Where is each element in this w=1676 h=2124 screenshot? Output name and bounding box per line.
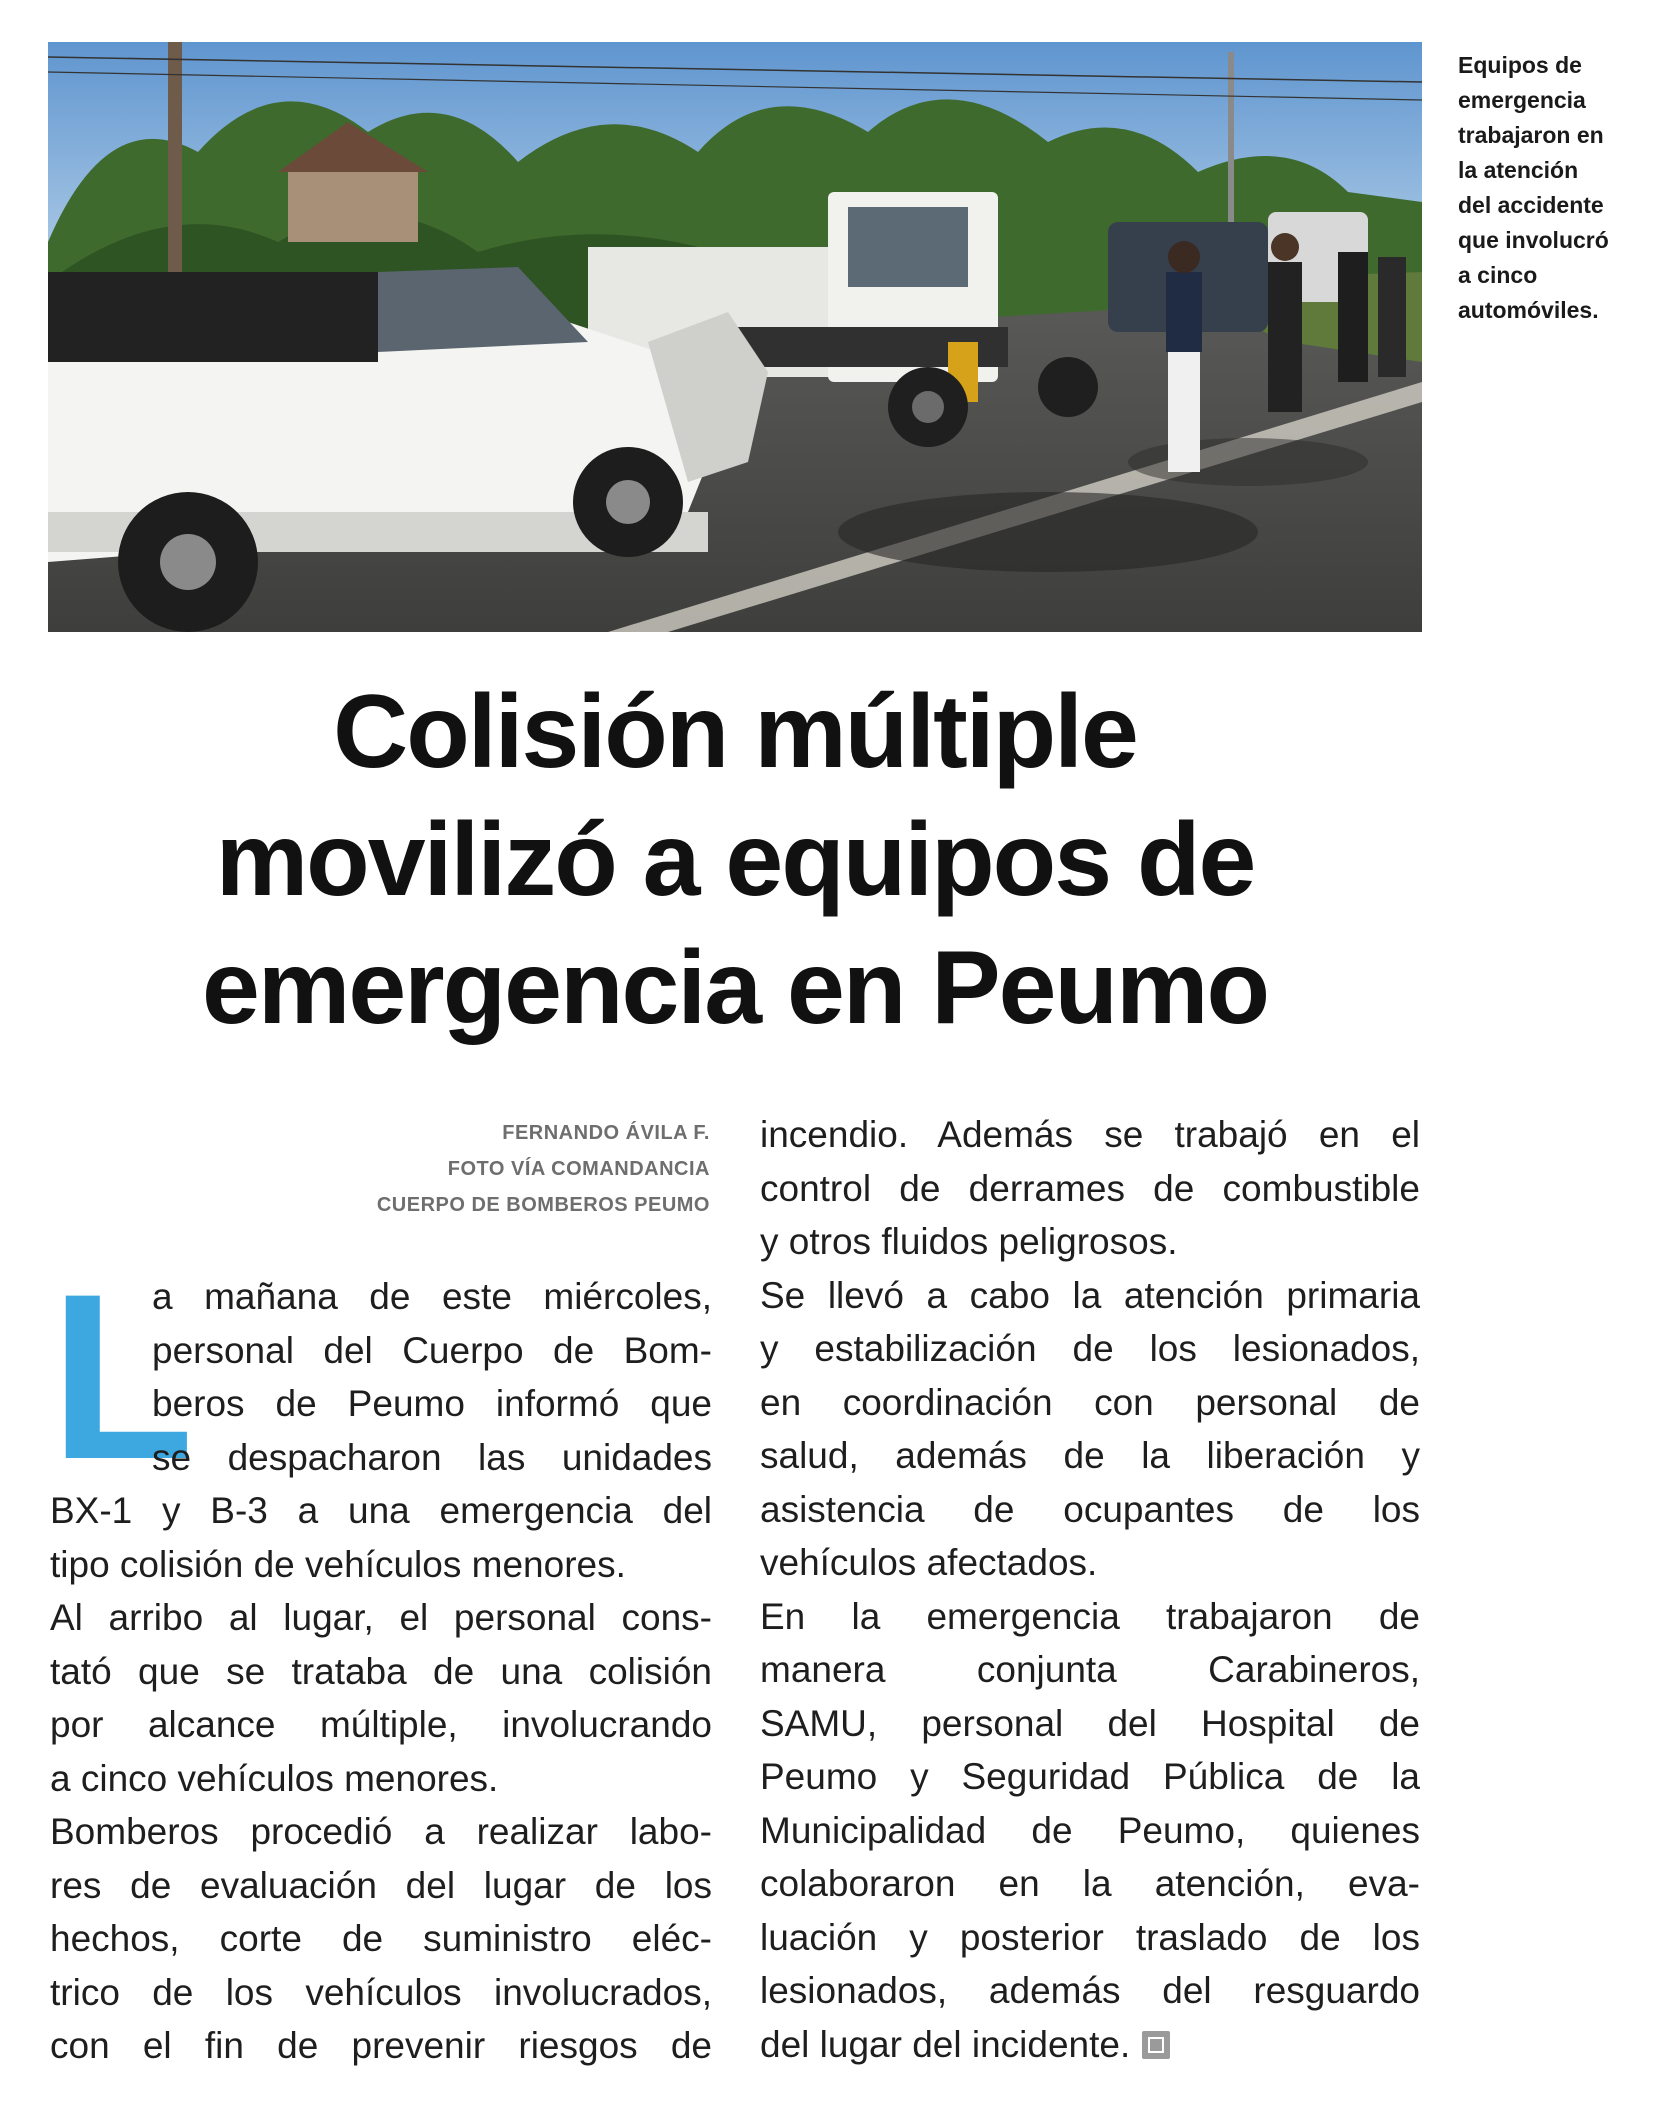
body-line: tató que se trataba de una colisión [50,1650,712,1692]
body-line: En la emergencia trabajaron de [760,1595,1420,1637]
body-line: asistencia de ocupantes de los [760,1488,1420,1530]
drop-cap: L [50,1245,195,1509]
body-line: SAMU, personal del Hospital de [760,1702,1420,1744]
body-line: vehículos afectados. [760,1542,1098,1583]
caption-line: trabajaron en [1458,122,1604,148]
body-line: BX-1 y B-3 a una emergencia del [50,1490,712,1531]
byline-photo-credit: CUERPO DE BOMBEROS PEUMO [376,1194,710,1216]
body-line: beros de Peumo informó que [152,1383,712,1424]
photo-caption [1458,48,1658,328]
caption-line: que involucró [1458,227,1609,253]
caption-line: del accidente [1458,192,1604,218]
body-line: a cinco vehículos menores. [50,1757,499,1799]
body-line: Bomberos procedió a realizar labo- [50,1811,712,1852]
body-line: manera conjunta Carabineros, [760,1649,1420,1690]
article-body-left-column [50,1245,712,2073]
article-body-right-column [760,1108,1420,2071]
end-of-article-icon [1142,2031,1170,2059]
article-photo [48,42,1422,632]
body-line-final [760,2018,1420,2072]
body-line: res de evaluación del lugar de los [50,1864,712,1906]
body-line: con el fin de prevenir riesgos de [50,2025,712,2066]
caption-line: la atención [1458,157,1579,183]
body-line: hechos, corte de suministro eléc- [50,1918,712,1959]
caption-line: automóviles. [1458,297,1599,323]
headline-line: movilizó a equipos de [215,802,1255,918]
body-line: y otros fluidos peligrosos. [760,1221,1178,1262]
body-line: a mañana de este miércoles, [152,1276,712,1317]
body-line: control de derrames de combustible [760,1167,1420,1209]
body-line: Se llevó a cabo la atención primaria [760,1274,1420,1316]
body-line: Al arribo al lugar, el personal cons- [50,1597,712,1638]
body-line: personal del Cuerpo de Bom- [152,1329,712,1371]
headline-line: emergencia en Peumo [202,930,1268,1046]
body-line: y estabilización de los lesionados, [760,1328,1420,1369]
body-line: se despacharon las unidades [152,1436,712,1478]
article-byline [48,1115,710,1223]
body-line: Peumo y Seguridad Pública de la [760,1756,1420,1797]
body-line: luación y posterior traslado de los [760,1916,1420,1958]
body-line: lesionados, además del resguardo [760,1970,1420,2011]
article-headline [48,668,1422,1052]
byline-author: FERNANDO ÁVILA F. [502,1122,710,1144]
body-line: salud, además de la liberación y [760,1435,1420,1476]
body-line: tipo colisión de vehículos menores. [50,1543,626,1585]
body-line: en coordinación con personal de [760,1381,1420,1423]
body-line: incendio. Además se trabajó en el [760,1114,1420,1155]
body-line-final-text: del lugar del incidente. [760,2023,1131,2065]
body-line: trico de los vehículos involucrados, [50,1971,712,2013]
body-line: Municipalidad de Peumo, quienes [760,1809,1420,1851]
body-line: por alcance múltiple, involucrando [50,1704,712,1745]
byline-photo-credit: FOTO VÍA COMANDANCIA [447,1158,710,1180]
body-line: colaboraron en la atención, eva- [760,1863,1420,1904]
caption-line: Equipos de [1458,52,1582,78]
accident-scene-illustration [48,42,1422,632]
caption-line: a cinco [1458,262,1538,288]
headline-line: Colisión múltiple [333,674,1137,790]
caption-line: emergencia [1458,87,1586,113]
